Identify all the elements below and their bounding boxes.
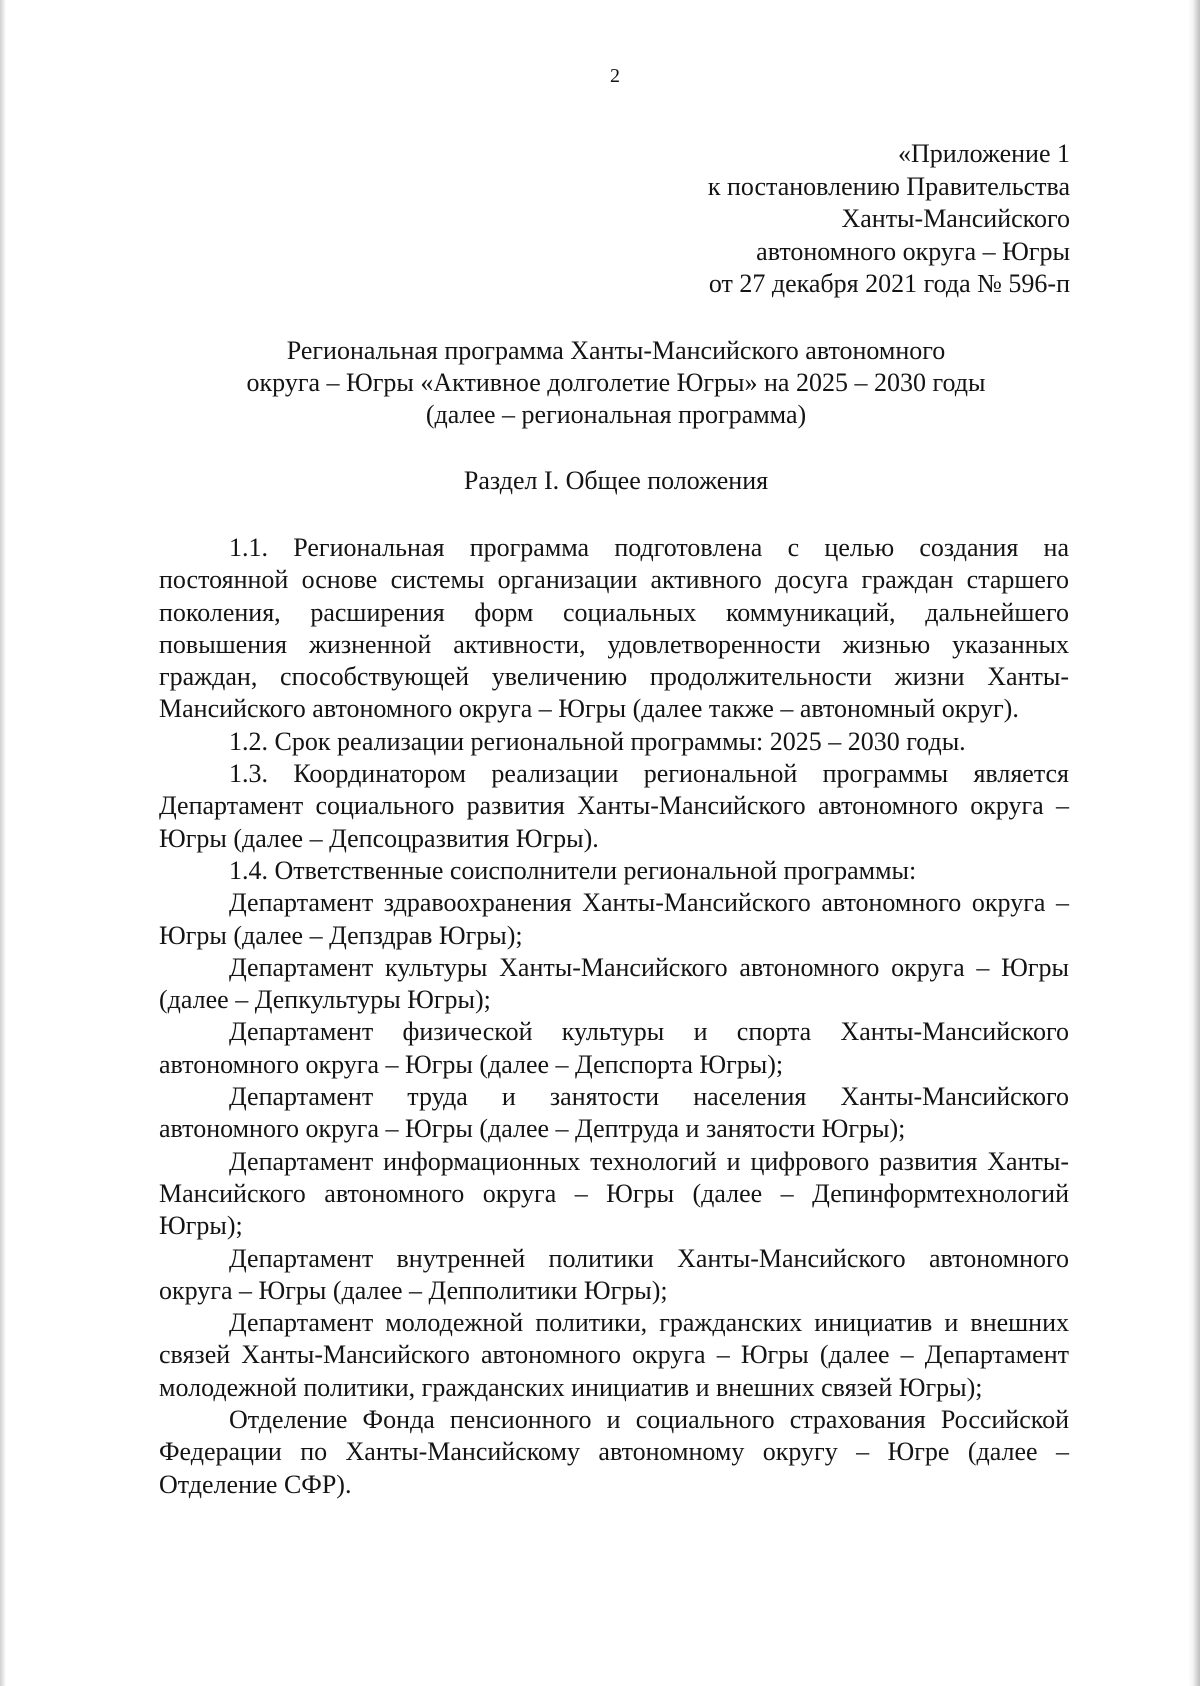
annex-line: автономного округа – Югры [756, 236, 1070, 266]
annex-header [708, 138, 1070, 301]
paragraph: Департамент культуры Ханты-Мансийского автономного округа – Югры (далее – Депкультуры Югры); [159, 952, 1069, 1015]
page-number: 2 [610, 65, 620, 87]
paragraph: 1.1. Региональная программа подготовлена с целью создания на постоянной основе системы организации активного досуга граждан старшего поколения, расширения форм социальных коммуникаций, дальнейшего повышения жизненной активности, удовлетворенности жизнью указанных граждан, способствующей увеличению продолжительности жизни Ханты-Мансийского автономного округа – Югры (далее также – автономный округ). [159, 533, 1069, 724]
paragraph: Департамент информационных технологий и цифрового развития Ханты-Мансийского автономного округа – Югры (далее – Депинформтехнологий Югры); [159, 1146, 1069, 1241]
paragraph: 1.2. Срок реализации региональной программы: 2025 – 2030 годы. [229, 726, 966, 756]
program-title [0, 335, 1200, 431]
body-text [159, 532, 1069, 1501]
paragraph: Департамент внутренней политики Ханты-Мансийского автономного округа – Югры (далее – Депполитики Югры); [159, 1243, 1069, 1305]
paragraph: Департамент физической культуры и спорта Ханты-Мансийского автономного округа – Югры (далее – Депспорта Югры); [159, 1017, 1069, 1079]
scan-edge-right [1188, 0, 1200, 1686]
annex-line: от 27 декабря 2021 года № 596-п [708, 269, 1070, 298]
section-title: Раздел I. Общее положения [463, 466, 769, 495]
annex-line: к постановлению Правительства [707, 171, 1070, 201]
scan-edge-left [0, 0, 6, 1686]
paragraph: Департамент молодежной политики, гражданских инициатив и внешних связей Ханты-Мансийского автономного округа – Югры (далее – Департамент молодежной политики, гражданских инициатив и внешних связей Югры); [159, 1308, 1069, 1402]
program-title-line: (далее – региональная программа) [425, 400, 807, 429]
paragraph: Департамент труда и занятости населения Ханты-Мансийского автономного округа – Югры (далее – Дептруда и занятости Югры); [159, 1082, 1069, 1144]
program-title-line: Региональная программа Ханты-Мансийского автономного [286, 336, 946, 365]
paragraph: 1.4. Ответственные соисполнители региональной программы: [229, 855, 917, 885]
paragraph: 1.3. Координатором реализации региональной программы является Департамент социального развития Ханты-Мансийского автономного округа – Югры (далее – Депсоцразвития Югры). [159, 759, 1069, 853]
annex-line: «Приложение 1 [897, 139, 1070, 168]
paragraph: Департамент здравоохранения Ханты-Мансийского автономного округа – Югры (далее – Депздрав Югры); [159, 888, 1069, 950]
paragraph: Отделение Фонда пенсионного и социального страхования Российской Федерации по Ханты-Мансийскому автономному округу – Югре (далее – Отделение СФР). [159, 1405, 1069, 1499]
program-title-line: округа – Югры «Активное долголетие Югры» на 2025 – 2030 годы [246, 368, 986, 397]
annex-line: Ханты-Мансийского [841, 204, 1070, 233]
